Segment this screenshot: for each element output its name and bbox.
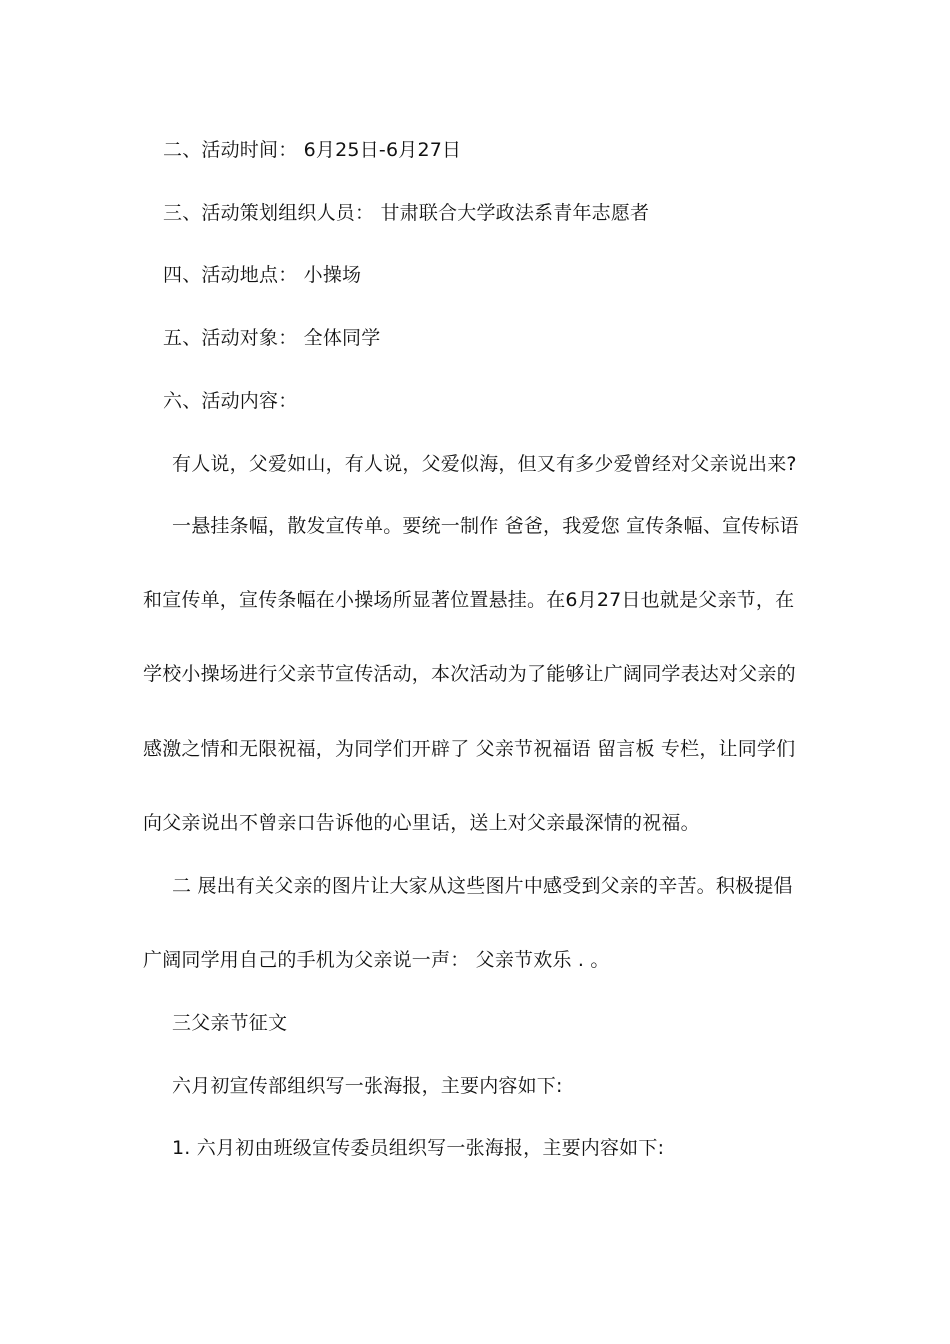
paragraph-1-line-2: 和宣传单，宣传条幅在小操场所显著位置悬挂。在6月27日也就是父亲节，在 <box>143 589 795 611</box>
essay-heading: 三父亲节征文 <box>172 1012 288 1034</box>
audience-line: 五、活动对象： 全体同学 <box>163 327 381 349</box>
content-heading: 六、活动内容： <box>163 390 298 412</box>
activity-time-line: 二、活动时间： 6月25日-6月27日 <box>163 139 462 161</box>
paragraph-2-line-2: 广阔同学用自己的手机为父亲说一声： 父亲节欢乐 . 。 <box>143 949 610 971</box>
paragraph-1-line-4: 感激之情和无限祝福，为同学们开辟了 父亲节祝福语 留言板 专栏，让同学们 <box>143 738 796 760</box>
paragraph-1-line-3: 学校小操场进行父亲节宣传活动，本次活动为了能够让广阔同学表达对父亲的 <box>143 663 796 685</box>
paragraph-2-line-1: 二 展出有关父亲的图片让大家从这些图片中感受到父亲的辛苦。积极提倡 <box>172 875 793 897</box>
organizer-line: 三、活动策划组织人员： 甘肃联合大学政法系青年志愿者 <box>163 202 650 224</box>
location-line: 四、活动地点： 小操场 <box>163 264 362 286</box>
numbered-item-1: 1. 六月初由班级宣传委员组织写一张海报，主要内容如下: <box>172 1137 665 1159</box>
poster-paragraph: 六月初宣传部组织写一张海报，主要内容如下: <box>172 1075 563 1097</box>
paragraph-1-line-5: 向父亲说出不曾亲口告诉他的心里话，送上对父亲最深情的祝福。 <box>143 812 700 834</box>
intro-paragraph: 有人说，父爱如山，有人说，父爱似海，但又有多少爱曾经对父亲说出来? <box>172 453 797 475</box>
paragraph-1-line-1: 一悬挂条幅，散发宣传单。要统一制作 爸爸，我爱您 宣传条幅、宣传标语 <box>172 515 799 537</box>
